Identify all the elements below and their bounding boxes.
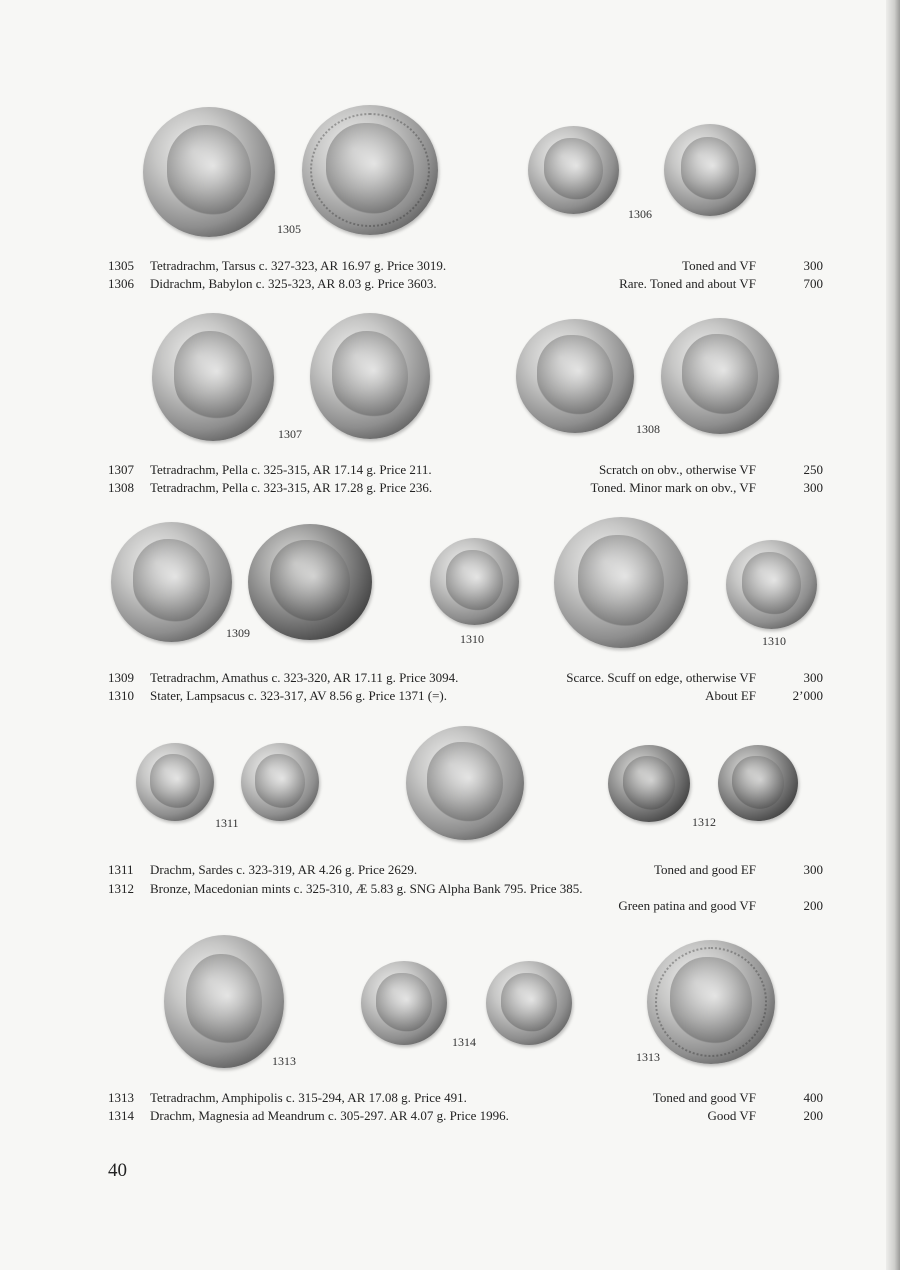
image-label-1310: 1310 <box>460 632 484 646</box>
lot-grade: Scratch on obv., otherwise VF <box>598 462 756 477</box>
lot-number: 1307 <box>108 462 134 477</box>
lot-row-1310 <box>108 687 823 705</box>
page-edge <box>886 0 900 1270</box>
lot-number: 1311 <box>108 862 134 877</box>
coin-image-1309-obverse <box>111 522 232 642</box>
lot-description: Tetradrachm, Pella c. 325-315, AR 17.14 g. Price 211. <box>150 462 432 477</box>
coin-image-1308-reverse <box>661 318 779 434</box>
lot-description: Drachm, Sardes c. 323-319, AR 4.26 g. Price 2629. <box>150 862 418 877</box>
coin-image-1314-obverse <box>361 961 447 1045</box>
coin-image-1306-reverse <box>664 124 756 216</box>
lot-number: 1309 <box>108 670 134 685</box>
coin-image-1311-enlarged <box>406 726 524 840</box>
lot-row-1307 <box>108 461 823 479</box>
lot-grade: About EF <box>705 688 756 703</box>
lot-grade: Toned. Minor mark on obv., VF <box>590 480 756 495</box>
lot-price: 300 <box>803 862 823 877</box>
lot-price: 250 <box>803 462 823 477</box>
lot-row-1308 <box>108 479 823 497</box>
lot-description: Didrachm, Babylon c. 325-323, AR 8.03 g. Price 3603. <box>150 276 437 291</box>
lot-grade: Green patina and good VF <box>618 898 756 913</box>
lot-price: 300 <box>803 480 823 495</box>
lot-number: 1314 <box>108 1108 134 1123</box>
coin-image-1310-obverse <box>430 538 519 625</box>
lot-grade: Toned and good VF <box>652 1090 756 1105</box>
lot-number: 1308 <box>108 480 134 495</box>
lot-number: 1312 <box>108 881 134 896</box>
lot-description: Tetradrachm, Pella c. 323-315, AR 17.28 g. Price 236. <box>150 480 433 495</box>
lot-number: 1305 <box>108 258 134 273</box>
lot-price: 300 <box>803 258 823 273</box>
lot-price: 300 <box>803 670 823 685</box>
coin-image-1314-reverse <box>486 961 572 1045</box>
coin-image-1307-reverse <box>310 313 430 439</box>
lot-description: Tetradrachm, Amathus c. 323-320, AR 17.11 g. Price 3094. <box>150 670 459 685</box>
lot-number: 1306 <box>108 276 134 291</box>
lot-price: 200 <box>803 898 823 913</box>
coin-image-1305-obverse <box>143 107 275 237</box>
image-label-1311: 1311 <box>215 816 239 830</box>
lot-grade: Rare. Toned and about VF <box>619 276 756 291</box>
lot-price: 200 <box>803 1108 823 1123</box>
lot-row-1311 <box>108 861 823 879</box>
lot-description: Tetradrachm, Tarsus c. 327-323, AR 16.97 g. Price 3019. <box>150 258 447 273</box>
lot-grade: Toned and good EF <box>654 862 756 877</box>
lot-number: 1310 <box>108 688 134 703</box>
lot-grade: Toned and VF <box>682 258 756 273</box>
coin-image-1312-reverse <box>718 745 798 821</box>
image-label-1307: 1307 <box>278 427 302 441</box>
page-number: 40 <box>108 1160 127 1181</box>
coin-image-1310-reverse <box>726 540 817 629</box>
lot-price: 400 <box>803 1090 823 1105</box>
image-label-1308: 1308 <box>636 422 660 436</box>
lot-grade: Scarce. Scuff on edge, otherwise VF <box>566 670 756 685</box>
coin-image-1310-obverse-enlarged <box>554 517 688 648</box>
image-label-1312: 1312 <box>692 815 716 829</box>
lot-number: 1313 <box>108 1090 134 1105</box>
coin-image-1311-reverse <box>241 743 319 821</box>
lot-row-1312 <box>108 880 823 898</box>
lot-description: Bronze, Macedonian mints c. 325-310, Æ 5.83 g. SNG Alpha Bank 795. Price 385. <box>150 881 583 896</box>
coin-image-1313-reverse <box>647 940 775 1064</box>
lot-price: 700 <box>803 276 823 291</box>
lot-row-1312-grade <box>108 897 823 915</box>
coin-image-1313-obverse <box>164 935 284 1068</box>
coin-image-1306-obverse <box>528 126 619 214</box>
image-label-1313: 1313 <box>272 1054 296 1068</box>
lot-row-1305 <box>108 257 823 275</box>
lot-row-1306 <box>108 275 823 293</box>
image-label-1305: 1305 <box>277 222 301 236</box>
lot-row-1309 <box>108 669 823 687</box>
image-label-1309: 1309 <box>226 626 250 640</box>
lot-price: 2’000 <box>792 688 823 703</box>
coin-image-1307-obverse <box>152 313 274 441</box>
lot-description: Drachm, Magnesia ad Meandrum c. 305-297. AR 4.07 g. Price 1996. <box>150 1108 509 1123</box>
coin-image-1312-obverse <box>608 745 690 822</box>
lot-grade: Good VF <box>707 1108 756 1123</box>
lot-row-1314 <box>108 1107 823 1125</box>
image-label-1306: 1306 <box>628 207 652 221</box>
coin-image-1308-obverse <box>516 319 634 433</box>
coin-image-1305-reverse <box>302 105 438 235</box>
image-label-1313-reverse: 1313 <box>636 1050 660 1064</box>
coin-image-1309-reverse <box>248 524 372 640</box>
lot-row-1313 <box>108 1089 823 1107</box>
image-label-1314: 1314 <box>452 1035 476 1049</box>
lot-description: Stater, Lampsacus c. 323-317, AV 8.56 g. Price 1371 (=). <box>150 688 447 703</box>
lot-description: Tetradrachm, Amphipolis c. 315-294, AR 17.08 g. Price 491. <box>150 1090 467 1105</box>
coin-image-1311-obverse <box>136 743 214 821</box>
image-label-1310-enlarged: 1310 <box>762 634 786 648</box>
